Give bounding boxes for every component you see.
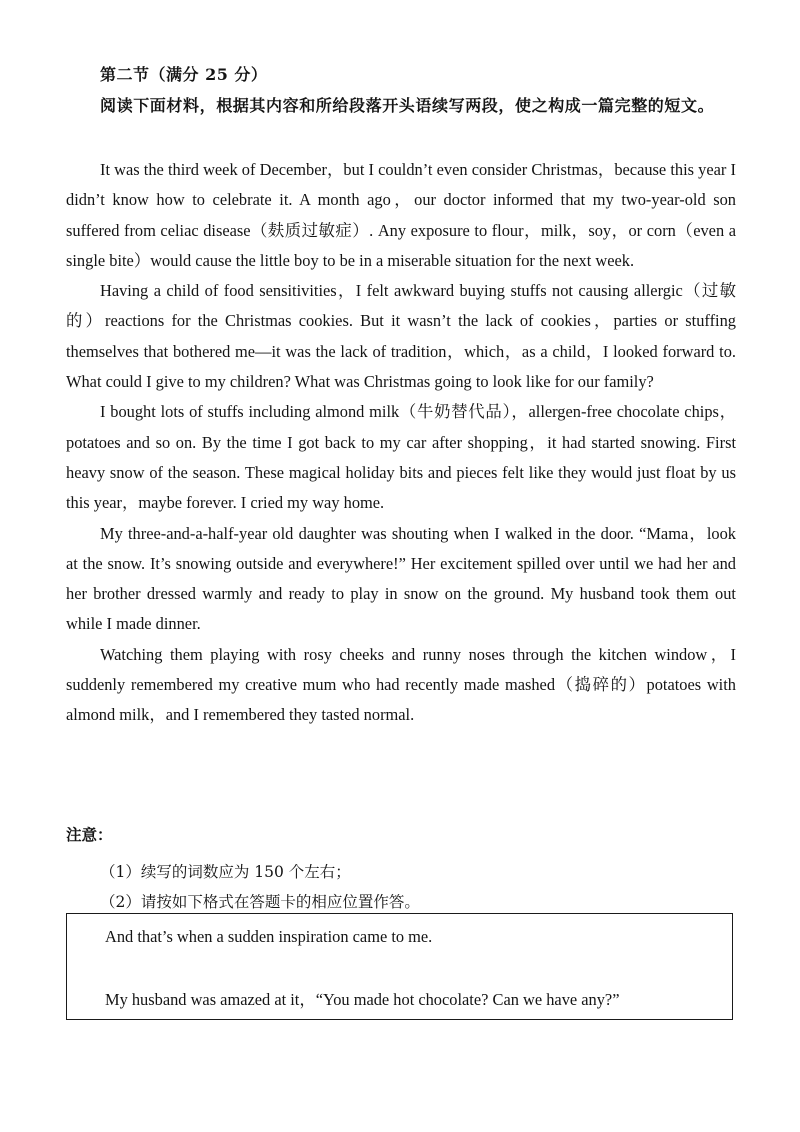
- instruction-text: 阅读下面材料，根据其内容和所给段落开头语续写两段，使之构成一篇完整的短文。: [100, 96, 715, 115]
- reading-passage: [66, 155, 736, 731]
- passage-paragraph: I bought lots of stuffs including almond milk（牛奶替代品），allergen-free chocolate chips，potatoes and so on. By the time I got back to my car after shopping，it had started snowing. First heavy snow of the season. These magical holiday bits and pieces felt like they would just float by us this year，maybe forever. I cried my way home.: [66, 402, 736, 513]
- passage-paragraph: Having a child of food sensitivities，I felt awkward buying stuffs not causing allergic（过敏的）reactions for the Christmas cookies. But it wasn’t the lack of cookies，parties or stuffing themselves that bothered me—it was the lack of tradition，which，as a child，I looked forward to. What could I give to my children? What was Christmas going to look like for our family?: [66, 281, 736, 392]
- notes-title: 注意：: [66, 825, 113, 844]
- passage-paragraph: It was the third week of December，but I couldn’t even consider Christmas，because this year I didn’t know how to celebrate it. A month ago，our doctor informed that my two-year-old son suffered from celiac disease（麸质过敏症）. Any exposure to flour，milk，soy，or corn（even a single bite）would cause the little boy to be in a miserable situation for the next week.: [66, 160, 736, 270]
- answer-format-box: [66, 913, 733, 1020]
- paragraph-opener-2: My husband was amazed at it，“You made hot chocolate? Can we have any?”: [105, 990, 620, 1009]
- passage-paragraph: Watching them playing with rosy cheeks and runny noses through the kitchen window，I suddenly remembered my creative mum who had recently made mashed（捣碎的）potatoes with almond milk，and I remembered they tasted normal.: [66, 644, 736, 725]
- notes-section: [66, 823, 420, 917]
- note-item: （2）请按如下格式在答题卡的相应位置作答。: [100, 893, 420, 911]
- passage-paragraph: My three-and-a-half-year old daughter was shouting when I walked in the door. “Mama，look at the snow. It’s snowing outside and everywhere!” Her excitement spilled over until we had her and her brother dressed warmly and ready to play in snow on the ground. My husband took them out while I made dinner.: [66, 523, 736, 634]
- note-item: （1）续写的词数应为 150 个左右；: [100, 863, 351, 881]
- section-title: 第二节（满分 25 分）: [100, 65, 268, 84]
- paragraph-opener-1: And that’s when a sudden inspiration came to me.: [105, 927, 433, 946]
